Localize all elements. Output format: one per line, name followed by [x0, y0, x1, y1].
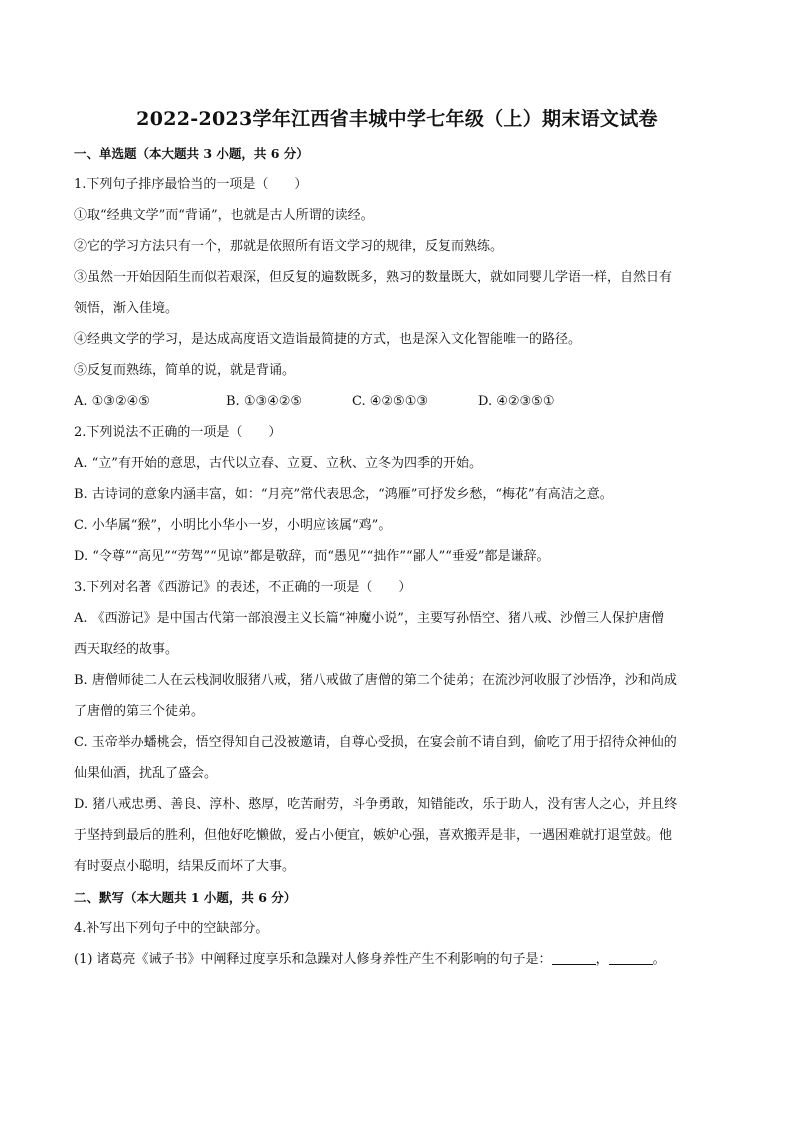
- q3-option-d-line-2[interactable]: 于坚持到最后的胜利，但他好吃懒做，爱占小便宜，嫉妒心强，喜欢搬弄是非，一遇困难就打退堂鼓。他: [74, 828, 673, 843]
- q1-sentence-4: ④经典文学的学习，是达成高度语文造诣最简捷的方式，也是深入文化智能唯一的路径。: [74, 332, 582, 347]
- q3-option-a-line-2[interactable]: 西天取经的故事。: [74, 642, 179, 657]
- q1-sentence-1: ①取“经典文学”而“背诵”，也就是古人所谓的读经。: [74, 208, 374, 223]
- q1-option-a[interactable]: A. ①③②④⑤: [74, 394, 150, 409]
- q2-option-d[interactable]: D. “令尊”“高见”“劳驾”“见谅”都是敬辞，而“愚见”“拙作”“鄙人”“垂爱”都是谦辞。: [74, 549, 550, 564]
- q1-options: [74, 394, 734, 410]
- q3-option-d-line-3[interactable]: 有时耍点小聪明，结果反而坏了大事。: [74, 859, 296, 874]
- q1-sentence-3-line-2: 领悟，渐入佳境。: [74, 301, 179, 316]
- section-heading-1: 一、单选题（本大题共 3 小题，共 6 分）: [74, 146, 309, 161]
- q3-option-d-line-1[interactable]: D. 猪八戒忠勇、善良、淳朴、憨厚，吃苦耐劳，斗争勇敢，知错能改，乐于助人，没有害人之心，并且终: [74, 797, 678, 812]
- q3-option-c-line-1[interactable]: C. 玉帝举办蟠桃会，悟空得知自己没被邀请，自尊心受损，在宴会前不请自到，偷吃了用于招待众神仙的: [74, 735, 677, 750]
- section-heading-2: 二、默写（本大题共 1 小题，共 6 分）: [74, 890, 297, 905]
- q1-option-b[interactable]: B. ①③④②⑤: [226, 394, 303, 409]
- q4-sub-1: [74, 952, 734, 968]
- q1-option-c[interactable]: C. ④②⑤①③: [352, 394, 429, 409]
- q2-option-b[interactable]: B. 古诗词的意象内涵丰富，如：“月亮”常代表思念，“鸿雁”可抒发乡愁，“梅花”有高洁之意。: [74, 487, 613, 502]
- question-1-stem: 1.下列句子排序最恰当的一项是（ ）: [74, 177, 308, 192]
- page-title: 2022-2023学年江西省丰城中学七年级（上）期末语文试卷: [136, 108, 658, 130]
- q3-option-b-line-2[interactable]: 了唐僧的第三个徒弟。: [74, 704, 205, 719]
- answer-blank-1[interactable]: [552, 952, 596, 965]
- q2-option-c[interactable]: C. 小华属“猴”，小明比小华小一岁，小明应该属“鸡”。: [74, 518, 392, 533]
- q3-option-a-line-1[interactable]: A. 《西游记》是中国古代第一部浪漫主义长篇“神魔小说”，主要写孙悟空、猪八戒、沙僧三人保护唐僧: [74, 611, 664, 626]
- q1-sentence-3-line-1: ③虽然一开始因陌生而似若艰深，但反复的遍数既多，熟习的数量既大，就如同婴儿学语一样，自然日有: [74, 270, 673, 285]
- q4-end-mark: 。: [652, 952, 666, 967]
- question-2-stem: 2.下列说法不正确的一项是（ ）: [74, 425, 282, 440]
- q1-sentence-5: ⑤反复而熟练，简单的说，就是背诵。: [74, 363, 296, 378]
- answer-blank-2[interactable]: [609, 952, 653, 965]
- q4-separator: ，: [595, 952, 609, 967]
- q3-option-b-line-1[interactable]: B. 唐僧师徒二人在云栈洞收服猪八戒，猪八戒做了唐僧的第二个徒弟；在流沙河收服了沙悟净，沙和尚成: [74, 673, 677, 688]
- q1-option-d[interactable]: D. ④②③⑤①: [478, 394, 555, 409]
- q2-option-a[interactable]: A. “立”有开始的意思，古代以立春、立夏、立秋、立冬为四季的开始。: [74, 456, 482, 471]
- question-3-stem: 3.下列对名著《西游记》的表述，不正确的一项是（ ）: [74, 580, 412, 595]
- q3-option-c-line-2[interactable]: 仙果仙酒，扰乱了盛会。: [74, 766, 218, 781]
- question-4-stem: 4.补写出下列句子中的空缺部分。: [74, 921, 269, 936]
- q1-sentence-2: ②它的学习方法只有一个，那就是依照所有语文学习的规律，反复而熟练。: [74, 239, 504, 254]
- q4-sub-1-text: (1) 诸葛亮《诫子书》中阐释过度享乐和急躁对人修身养性产生不利影响的句子是：: [74, 952, 552, 967]
